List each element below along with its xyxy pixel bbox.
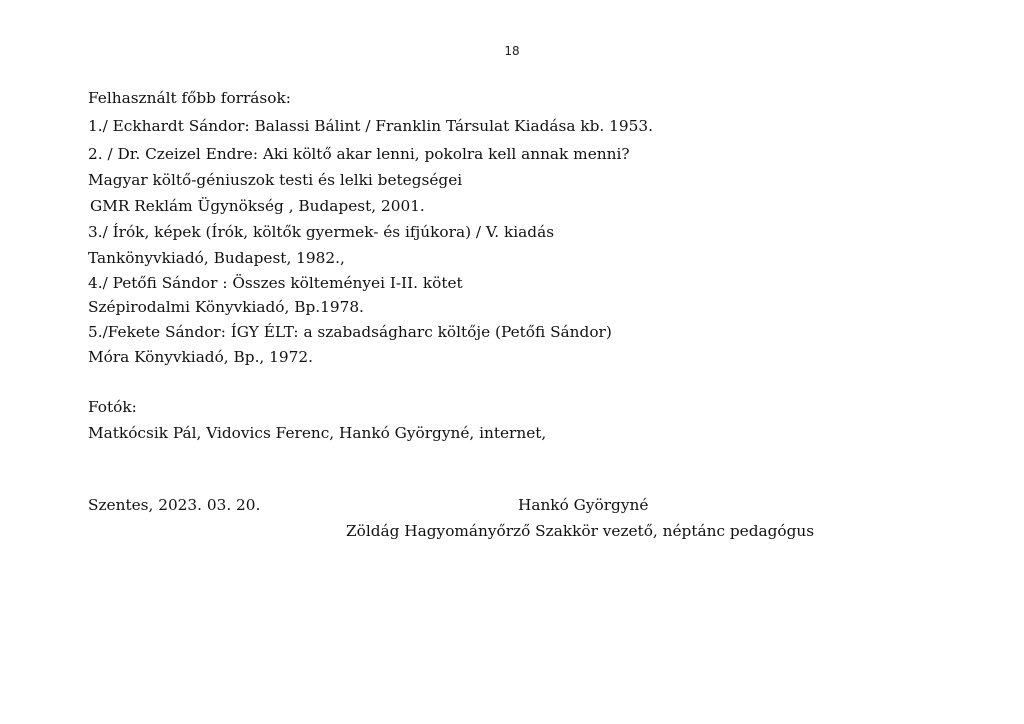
signatory-role: Zöldág Hagyományőrző Szakkör vezető, néptánc pedagógus xyxy=(346,522,815,540)
photos-heading: Fotók: xyxy=(88,398,137,416)
source-line-5: 3./ Írók, képek (Írók, költők gyermek- és ifjúkora) / V. kiadás xyxy=(88,223,555,241)
photo-credits: Matkócsik Pál, Vidovics Ferenc, Hankó Györgyné, internet, xyxy=(88,424,547,442)
place-date: Szentes, 2023. 03. 20. xyxy=(88,496,261,514)
signatory-name: Hankó Györgyné xyxy=(518,496,649,514)
source-line-10: Móra Könyvkiadó, Bp., 1972. xyxy=(88,348,313,366)
source-line-1: 1./ Eckhardt Sándor: Balassi Bálint / Franklin Társulat Kiadása kb. 1953. xyxy=(88,117,653,135)
sources-heading: Felhasznált főbb források: xyxy=(88,89,291,107)
source-line-8: Szépirodalmi Könyvkiadó, Bp.1978. xyxy=(88,298,364,316)
source-line-3: Magyar költő-géniuszok testi és lelki betegségei xyxy=(88,171,463,189)
source-line-2: 2. / Dr. Czeizel Endre: Aki költő akar lenni, pokolra kell annak menni? xyxy=(88,145,630,163)
source-line-4: GMR Reklám Ügynökség , Budapest, 2001. xyxy=(90,197,425,215)
source-line-7: 4./ Petőfi Sándor : Összes költeményei I-II. kötet xyxy=(88,274,463,292)
page-number: 18 xyxy=(504,44,520,58)
source-line-6: Tankönyvkiadó, Budapest, 1982., xyxy=(88,249,345,267)
source-line-9: 5./Fekete Sándor: ÍGY ÉLT: a szabadságharc költője (Petőfi Sándor) xyxy=(88,323,612,341)
